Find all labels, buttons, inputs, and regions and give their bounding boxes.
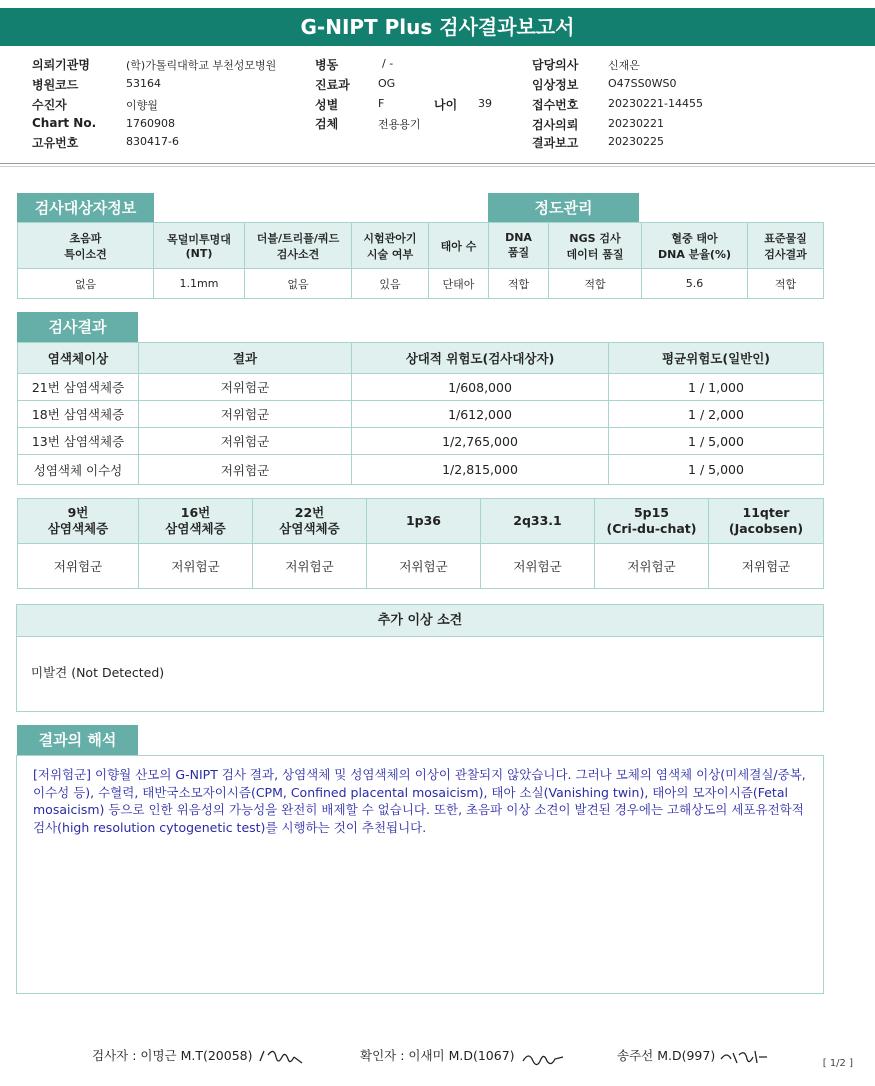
- qc-header-cell: DNA 품질: [489, 223, 549, 269]
- results-header-cell: 결과: [139, 343, 352, 374]
- doctor-label: 담당의사: [532, 58, 579, 72]
- report-label: 결과보고: [532, 136, 579, 150]
- table-row: [18, 455, 824, 485]
- subject-value-cell: 없음: [245, 269, 352, 299]
- extra-header-cell: 2q33.1: [481, 499, 595, 544]
- sex-label: 성별: [315, 98, 339, 112]
- extra-value-cell: 저위험군: [709, 544, 824, 589]
- results-cell: 저위험군: [139, 401, 352, 428]
- results-cell: 저위험군: [139, 455, 352, 485]
- report-title: G-NIPT Plus 검사결과보고서: [0, 8, 875, 46]
- results-cell: 1 / 5,000: [609, 428, 824, 455]
- subject-header-cell: 태아 수: [429, 223, 489, 269]
- table-row: [18, 428, 824, 455]
- extra-header-cell: 1p36: [367, 499, 481, 544]
- interpretation-section-title: 결과의 해석: [17, 725, 138, 755]
- extra-value-cell: 저위험군: [367, 544, 481, 589]
- receipt-value: 20230221-14455: [608, 97, 703, 110]
- header-divider-secondary: [0, 166, 875, 167]
- reporter-signature-icon: [719, 1047, 769, 1067]
- results-header-cell: 평균위험도(일반인): [609, 343, 824, 374]
- patient-label: 수진자: [32, 98, 67, 112]
- qc-header-cell: 표준물질 검사결과: [748, 223, 824, 269]
- doctor-value: 신재은: [608, 59, 640, 72]
- results-cell: 성염색체 이수성: [18, 455, 139, 485]
- code-label: 병원코드: [32, 78, 79, 92]
- ward-label: 병동: [315, 58, 339, 72]
- request-label: 검사의뢰: [532, 118, 579, 132]
- extra-header-cell: 16번 삼염색체증: [139, 499, 253, 544]
- qc-value-cell: 5.6: [642, 269, 748, 299]
- additional-findings-box: [16, 604, 824, 712]
- hospital-label: 의뢰기관명: [32, 58, 90, 72]
- additional-findings-title: 추가 이상 소견: [17, 605, 823, 637]
- header-divider: [0, 163, 875, 164]
- age-label: 나이: [434, 98, 458, 112]
- results-table: [17, 342, 824, 485]
- patient-header: [30, 54, 850, 150]
- table-row: [18, 374, 824, 401]
- page-number: [ 1/2 ]: [822, 1058, 853, 1069]
- results-header-cell: 상대적 위험도(검사대상자): [352, 343, 609, 374]
- chart-value: 1760908: [126, 117, 175, 130]
- receipt-label: 접수번호: [532, 98, 579, 112]
- subject-header-cell: 더블/트리플/쿼드 검사소견: [245, 223, 352, 269]
- extra-header-cell: 5p15 (Cri-du-chat): [595, 499, 709, 544]
- extra-value-cell: 저위험군: [139, 544, 253, 589]
- results-cell: 저위험군: [139, 428, 352, 455]
- extra-chromosome-table: [17, 498, 824, 589]
- qc-value-cell: 적합: [549, 269, 642, 299]
- results-cell: 1/612,000: [352, 401, 609, 428]
- extra-value-cell: 저위험군: [595, 544, 709, 589]
- sex-value: F: [378, 97, 385, 110]
- additional-findings-text: 미발견 (Not Detected): [31, 665, 165, 680]
- confirmer-signature-icon: [519, 1047, 567, 1067]
- reporter-name: 송주선 M.D(997): [617, 1048, 716, 1063]
- extra-value-cell: 저위험군: [481, 544, 595, 589]
- results-cell: 1 / 1,000: [609, 374, 824, 401]
- table-row: [18, 401, 824, 428]
- tester-signature-line: [92, 1046, 308, 1067]
- hospital-value: (학)가톨릭대학교 부천성모병원: [126, 59, 277, 72]
- interpretation-box: [16, 755, 824, 994]
- results-cell: 18번 삼염색체증: [18, 401, 139, 428]
- ward-value: / -: [382, 57, 394, 70]
- subject-value-cell: 단태아: [429, 269, 489, 299]
- id-label: 고유번호: [32, 136, 79, 150]
- tester-name: 검사자 : 이명근 M.T(20058): [92, 1048, 253, 1063]
- specimen-label: 검체: [315, 117, 339, 131]
- specimen-value: 전용용기: [378, 118, 421, 131]
- confirmer-signature-line: [360, 1046, 567, 1067]
- results-header-cell: 염색체이상: [18, 343, 139, 374]
- qc-value-cell: 적합: [748, 269, 824, 299]
- results-cell: 1 / 2,000: [609, 401, 824, 428]
- request-value: 20230221: [608, 117, 664, 130]
- dept-value: OG: [378, 77, 396, 90]
- age-value: 39: [478, 97, 492, 110]
- reporter-signature-line: [617, 1046, 769, 1067]
- clinical-label: 임상정보: [532, 78, 579, 92]
- code-value: 53164: [126, 77, 161, 90]
- subject-value-cell: 1.1mm: [154, 269, 245, 299]
- qc-section-title: 정도관리: [488, 193, 639, 223]
- results-cell: 저위험군: [139, 374, 352, 401]
- results-section-title: 검사결과: [17, 312, 138, 342]
- dept-label: 진료과: [315, 78, 350, 92]
- subject-value-cell: 있음: [352, 269, 429, 299]
- id-value: 830417-6: [126, 135, 179, 148]
- subject-section-title: 검사대상자정보: [17, 193, 154, 223]
- subject-header-cell: 목덜미투명대 (NT): [154, 223, 245, 269]
- results-cell: 13번 삼염색체증: [18, 428, 139, 455]
- results-cell: 1/2,815,000: [352, 455, 609, 485]
- qc-header-cell: 혈중 태아 DNA 분율(%): [642, 223, 748, 269]
- subject-info-table: [17, 222, 824, 299]
- qc-header-cell: NGS 검사 데이터 품질: [549, 223, 642, 269]
- results-cell: 1/2,765,000: [352, 428, 609, 455]
- extra-value-cell: 저위험군: [253, 544, 367, 589]
- interpretation-text: [저위험군] 이향월 산모의 G-NIPT 검사 결과, 상염색체 및 성염색체의 이상이 관찰되지 않았습니다. 그러나 모체의 염색체 이상(미세결실/중복, 이수성 등), 수혈력, 태반국소모자이시즘(CPM, Confined placental mosaicism), 태아 소실(Vanishing twin), 태아의 모자이시즘(Fetal mosaicism) 등으로 인한 위음성의 가능성을 완전히 배제할 수 없습니다. 또한, 초음파 이상 소견이 발견된 경우에는 고해상도의 세포유전학적검사(high resolution cytogenetic test)를 시행하는 것이 추천됩니다.: [33, 767, 806, 835]
- tester-signature-icon: [256, 1047, 308, 1067]
- subject-header-cell: 시험관아기 시술 여부: [352, 223, 429, 269]
- confirmer-name: 확인자 : 이새미 M.D(1067): [360, 1048, 515, 1063]
- results-cell: 1 / 5,000: [609, 455, 824, 485]
- results-cell: 1/608,000: [352, 374, 609, 401]
- results-cell: 21번 삼염색체증: [18, 374, 139, 401]
- subject-header-cell: 초음파 특이소견: [18, 223, 154, 269]
- patient-value: 이향월: [126, 99, 158, 112]
- report-value: 20230225: [608, 135, 664, 148]
- extra-header-cell: 22번 삼염색체증: [253, 499, 367, 544]
- extra-header-cell: 11qter (Jacobsen): [709, 499, 824, 544]
- chart-label: Chart No.: [32, 116, 97, 130]
- clinical-value: O47SS0WS0: [608, 77, 677, 90]
- subject-value-cell: 없음: [18, 269, 154, 299]
- extra-value-cell: 저위험군: [18, 544, 139, 589]
- extra-header-cell: 9번 삼염색체증: [18, 499, 139, 544]
- qc-value-cell: 적합: [489, 269, 549, 299]
